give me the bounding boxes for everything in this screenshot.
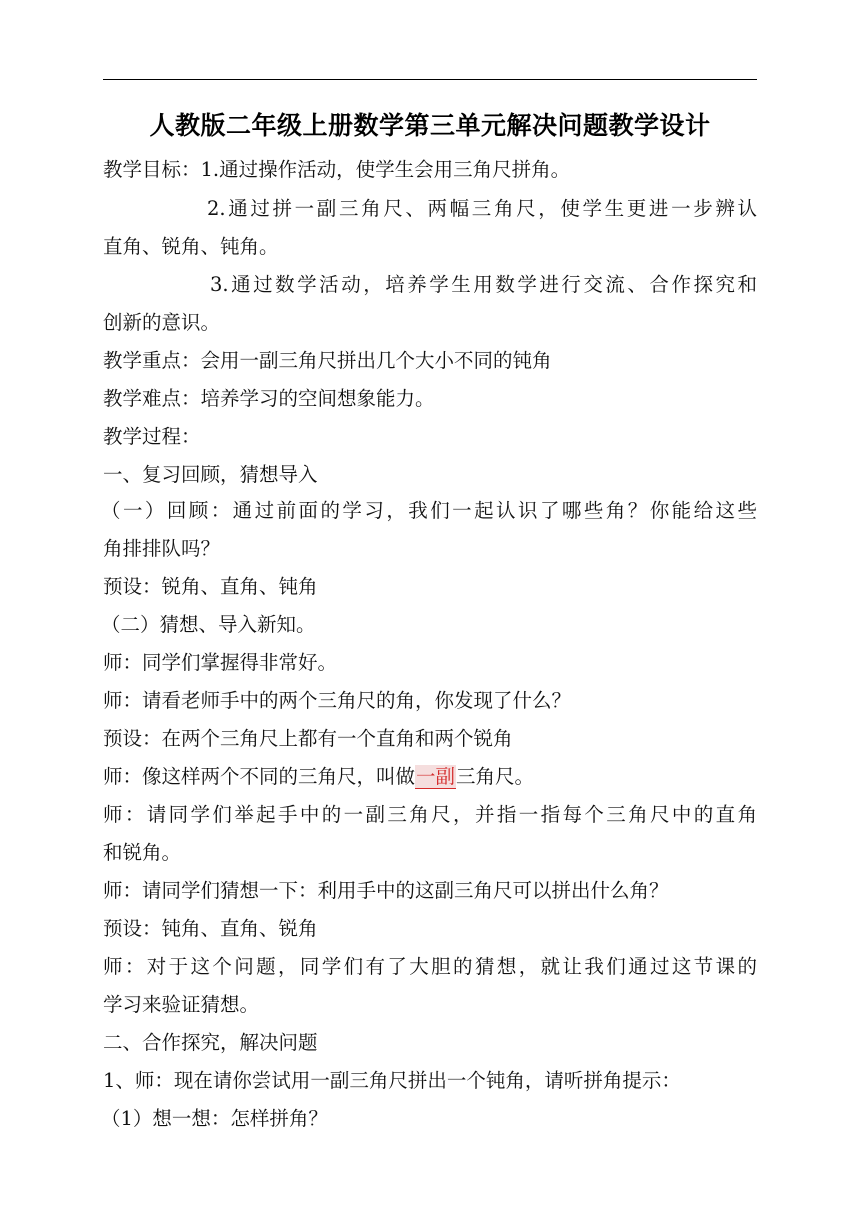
key-point-line: 教学重点：会用一副三角尺拼出几个大小不同的钝角 bbox=[103, 349, 552, 372]
objective-line-1: 教学目标：1.通过操作活动，使学生会用三角尺拼角。 bbox=[103, 158, 571, 181]
activity-step-1: （1）想一想：怎样拼角？ bbox=[101, 1107, 328, 1130]
difficulty-line: 教学难点：培养学习的空间想象能力。 bbox=[103, 387, 435, 410]
guess-heading: （二）猜想、导入新知。 bbox=[101, 613, 316, 636]
preset-line-2: 预设：在两个三角尺上都有一个直角和两个锐角 bbox=[103, 727, 513, 750]
teacher-line-6: 师：对于这个问题，同学们有了大胆的猜想，就让我们通过这节课的 bbox=[103, 955, 757, 978]
teacher-line-2: 师：请看老师手中的两个三角尺的角，你发现了什么？ bbox=[103, 689, 572, 712]
objective-line-2-cont: 直角、锐角、钝角。 bbox=[103, 235, 279, 258]
section-1-heading: 一、复习回顾，猜想导入 bbox=[103, 463, 318, 486]
teacher-line-6-cont: 学习来验证猜想。 bbox=[103, 993, 260, 1016]
section-2-heading: 二、合作探究，解决问题 bbox=[103, 1031, 318, 1054]
teacher-line-3-end: 三角尺。 bbox=[456, 765, 535, 788]
process-heading: 教学过程： bbox=[103, 425, 201, 448]
review-line-cont: 角排排队吗？ bbox=[103, 537, 221, 560]
teacher-line-5: 师：请同学们猜想一下：利用手中的这副三角尺可以拼出什么角？ bbox=[103, 879, 669, 902]
teacher-line-4: 师：请同学们举起手中的一副三角尺，并指一指每个三角尺中的直角 bbox=[103, 803, 757, 826]
teacher-line-3 bbox=[103, 762, 757, 792]
objective-line-3: 3.通过数学活动，培养学生用数学进行交流、合作探究和 bbox=[210, 273, 757, 296]
objective-line-3-cont: 创新的意识。 bbox=[103, 311, 221, 334]
activity-line-1: 1、师：现在请你尝试用一副三角尺拼出一个钝角，请听拼角提示： bbox=[103, 1069, 681, 1092]
teacher-line-3-text: 师：像这样两个不同的三角尺，叫做 bbox=[103, 765, 416, 788]
review-line: （一）回顾：通过前面的学习，我们一起认识了哪些角？你能给这些 bbox=[101, 499, 757, 522]
teacher-line-1: 师：同学们掌握得非常好。 bbox=[103, 651, 338, 674]
header-rule bbox=[103, 79, 757, 80]
teacher-line-4-cont: 和锐角。 bbox=[103, 841, 182, 864]
preset-line-3: 预设：钝角、直角、锐角 bbox=[103, 917, 318, 940]
objective-line-2: 2.通过拼一副三角尺、两幅三角尺，使学生更进一步辨认 bbox=[207, 197, 757, 220]
document-title: 人教版二年级上册数学第三单元解决问题教学设计 bbox=[149, 111, 711, 140]
preset-line-1: 预设：锐角、直角、钝角 bbox=[103, 575, 318, 598]
highlighted-term: 一副 bbox=[416, 765, 456, 788]
